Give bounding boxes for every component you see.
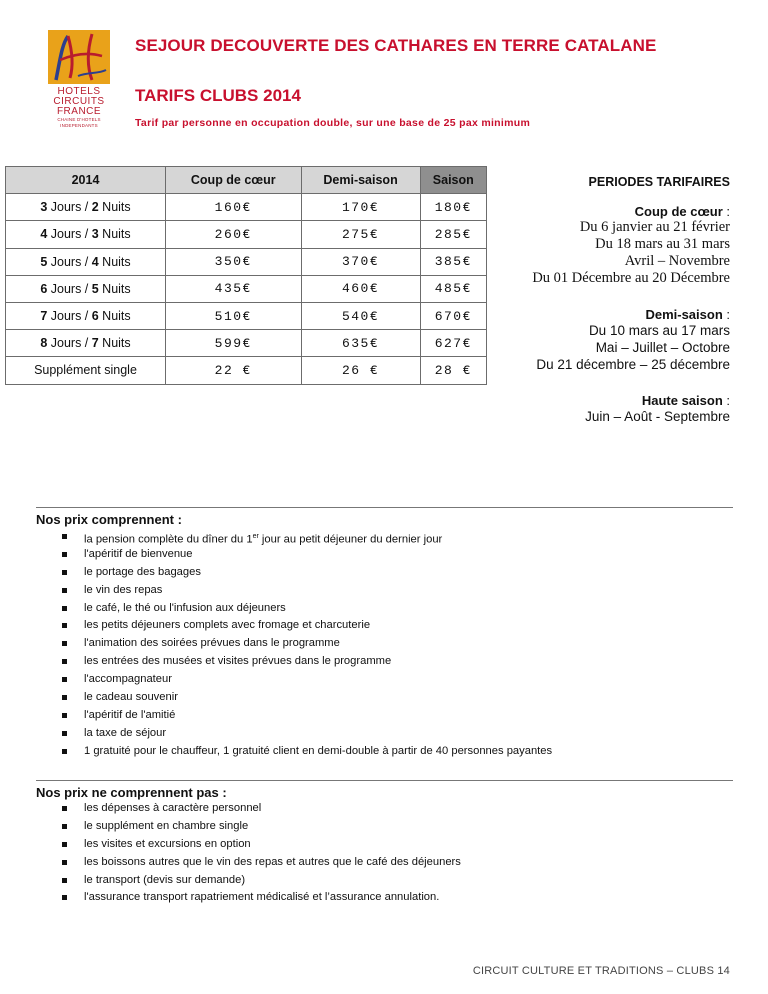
- price-cell: 627€: [420, 330, 486, 357]
- row-label: 4 Jours / 3 Nuits: [6, 221, 166, 248]
- logo-small-2: INDEPENDANTS: [60, 123, 98, 128]
- col-header-year: 2014: [6, 167, 166, 194]
- bullet-icon: [62, 713, 67, 718]
- page-footer: CIRCUIT CULTURE ET TRADITIONS – CLUBS 14: [472, 965, 730, 977]
- price-cell: 28 €: [420, 357, 486, 384]
- price-cell: 350€: [166, 248, 302, 275]
- row-label: Supplément single: [6, 357, 166, 384]
- bullet-icon: [62, 659, 67, 664]
- price-cell: 160€: [166, 194, 302, 221]
- price-cell: 670€: [420, 302, 486, 329]
- logo-line-3: FRANCE: [56, 106, 102, 117]
- price-cell: 370€: [301, 248, 420, 275]
- row-label: 5 Jours / 4 Nuits: [6, 248, 166, 275]
- bullet-icon: [62, 552, 67, 557]
- list-item: la pension complète du dîner du 1er jour au petit déjeuner du dernier jour: [62, 528, 552, 546]
- price-cell: 285€: [420, 221, 486, 248]
- list-item: l'assurance transport rapatriement médicalisé et l’assurance annulation.: [62, 889, 461, 907]
- bullet-icon: [62, 570, 67, 575]
- period-line: Juin – Août - Septembre: [585, 409, 730, 424]
- bullet-icon: [62, 806, 67, 811]
- col-header-coup-de-coeur: Coup de cœur: [166, 167, 302, 194]
- period-line: Du 01 Décembre au 20 Décembre: [532, 270, 730, 286]
- list-item: les petits déjeuners complets avec fromage et charcuterie: [62, 617, 552, 635]
- list-item: les visites et excursions en option: [62, 836, 461, 854]
- period-line: Du 18 mars au 31 mars: [595, 236, 730, 252]
- bullet-icon: [62, 824, 67, 829]
- bullet-icon: [62, 860, 67, 865]
- list-item: le supplément en chambre single: [62, 818, 461, 836]
- table-row: [6, 302, 487, 329]
- period-line: Avril – Novembre: [624, 253, 730, 269]
- col-header-demi-saison: Demi-saison: [301, 167, 420, 194]
- bullet-icon: [62, 641, 67, 646]
- price-cell: 385€: [420, 248, 486, 275]
- period-heading: Demi-saison: [645, 307, 723, 322]
- period-line: Du 21 décembre – 25 décembre: [536, 357, 730, 372]
- bullet-icon: [62, 749, 67, 754]
- period-demi-saison: Demi-saison : Du 10 mars au 17 mars Mai – Juillet – Octobre Du 21 décembre – 25 décembre: [470, 307, 730, 373]
- period-haute-saison: Haute saison : Juin – Août - Septembre: [470, 393, 730, 425]
- bullet-icon: [62, 895, 67, 900]
- bullet-icon: [62, 623, 67, 628]
- row-label: 6 Jours / 5 Nuits: [6, 275, 166, 302]
- pricing-note: Tarif par personne en occupation double, sur une base de 25 pax minimum: [135, 117, 531, 129]
- list-item: l'animation des soirées prévues dans le programme: [62, 635, 552, 653]
- list-item: le transport (devis sur demande): [62, 872, 461, 890]
- pricing-periods: [470, 175, 730, 439]
- price-cell: 635€: [301, 330, 420, 357]
- excluded-list: [62, 800, 461, 907]
- list-item: le vin des repas: [62, 582, 552, 600]
- col-header-saison: Saison: [420, 167, 486, 194]
- price-cell: 260€: [166, 221, 302, 248]
- period-coup-de-coeur: Coup de cœur : Du 6 janvier au 21 février Du 18 mars au 31 mars Avril – Novembre Du 01 Décembre au 20 Décembre: [470, 204, 730, 287]
- bullet-icon: [62, 695, 67, 700]
- page-title: SEJOUR DECOUVERTE DES CATHARES EN TERRE CATALANE: [135, 36, 657, 55]
- bullet-icon: [62, 588, 67, 593]
- price-cell: 435€: [166, 275, 302, 302]
- section-divider: [36, 780, 733, 781]
- included-list: [62, 528, 552, 761]
- table-row: [6, 275, 487, 302]
- list-item: le portage des bagages: [62, 564, 552, 582]
- price-cell: 599€: [166, 330, 302, 357]
- price-cell: 26 €: [301, 357, 420, 384]
- list-item: les entrées des musées et visites prévues dans le programme: [62, 653, 552, 671]
- period-heading: Haute saison: [641, 393, 723, 408]
- list-item: les boissons autres que le vin des repas et autres que le café des déjeuners: [62, 854, 461, 872]
- bullet-icon: [62, 606, 67, 611]
- price-cell: 275€: [301, 221, 420, 248]
- row-label: 3 Jours / 2 Nuits: [6, 194, 166, 221]
- list-item: l'apéritif de l'amitié: [62, 707, 552, 725]
- list-item: le café, le thé ou l'infusion aux déjeuners: [62, 600, 552, 618]
- list-item: la taxe de séjour: [62, 725, 552, 743]
- logo-line-1: HOTELS: [57, 86, 101, 97]
- list-item: le cadeau souvenir: [62, 689, 552, 707]
- price-cell: 22 €: [166, 357, 302, 384]
- logo-line-2: CIRCUITS: [53, 96, 105, 107]
- table-row: [6, 221, 487, 248]
- price-cell: 540€: [301, 302, 420, 329]
- bullet-icon: [62, 842, 67, 847]
- row-label: 8 Jours / 7 Nuits: [6, 330, 166, 357]
- price-cell: 170€: [301, 194, 420, 221]
- bullet-icon: [62, 534, 67, 539]
- price-cell: 460€: [301, 275, 420, 302]
- row-label: 7 Jours / 6 Nuits: [6, 302, 166, 329]
- period-heading: Coup de cœur: [634, 204, 723, 219]
- list-item: les dépenses à caractère personnel: [62, 800, 461, 818]
- list-item: l'apéritif de bienvenue: [62, 546, 552, 564]
- price-cell: 180€: [420, 194, 486, 221]
- included-title: Nos prix comprennent :: [36, 512, 182, 527]
- table-header-row: [6, 167, 487, 194]
- table-row: [6, 248, 487, 275]
- list-item: l'accompagnateur: [62, 671, 552, 689]
- period-line: Mai – Juillet – Octobre: [595, 340, 730, 355]
- logo-small-1: CHAINE D'HOTELS: [57, 117, 101, 122]
- periods-title: PERIODES TARIFAIRES: [588, 175, 730, 189]
- period-line: Du 10 mars au 17 mars: [588, 323, 730, 338]
- price-cell: 510€: [166, 302, 302, 329]
- bullet-icon: [62, 878, 67, 883]
- section-divider: [36, 507, 733, 508]
- table-row: [6, 194, 487, 221]
- excluded-title: Nos prix ne comprennent pas :: [36, 785, 227, 800]
- period-line: Du 6 janvier au 21 février: [579, 219, 730, 235]
- hotels-circuits-france-logo: [48, 30, 110, 130]
- table-row-single-supplement: [6, 357, 487, 384]
- price-table: [5, 166, 487, 385]
- table-row: [6, 330, 487, 357]
- page-subtitle: TARIFS CLUBS 2014: [135, 86, 301, 105]
- bullet-icon: [62, 731, 67, 736]
- bullet-icon: [62, 677, 67, 682]
- list-item: 1 gratuité pour le chauffeur, 1 gratuité client en demi-double à partir de 40 personnes payantes: [62, 743, 552, 761]
- logo-mark-icon: [48, 30, 110, 84]
- price-cell: 485€: [420, 275, 486, 302]
